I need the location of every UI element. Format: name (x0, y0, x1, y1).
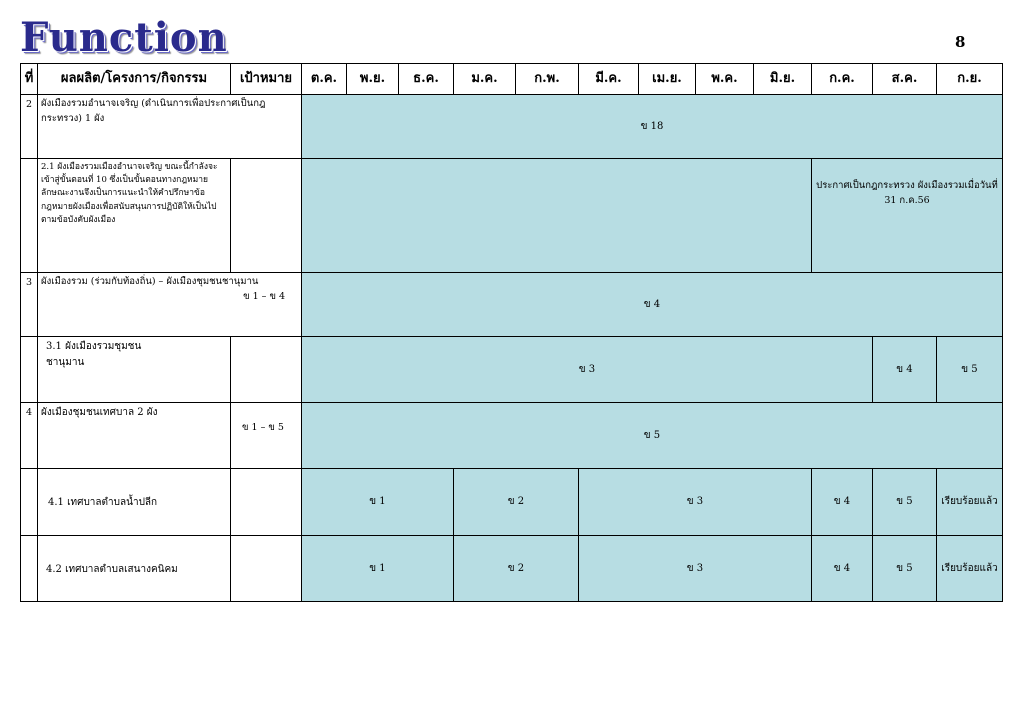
schedule-table (20, 63, 1003, 602)
col-month: ก.ค. (812, 64, 873, 95)
row-item: ผังเมืองรวม (ร่วมกับท้องถิ่น) – ผังเมืองชุมชนชานุมาน (41, 276, 259, 287)
schedule-bar: ข 4 (812, 469, 873, 536)
col-month: พ.ค. (696, 64, 754, 95)
schedule-bar: ข 4 (873, 337, 937, 403)
schedule-bar: ข 3 (579, 536, 812, 602)
row-number: 2 (21, 95, 38, 159)
col-month: ธ.ค. (399, 64, 454, 95)
table-row (21, 273, 1003, 337)
col-month: ม.ค. (454, 64, 516, 95)
schedule-bar: ข 5 (873, 469, 937, 536)
col-month: ก.พ. (516, 64, 579, 95)
col-month: มี.ค. (579, 64, 639, 95)
schedule-bar: ข 3 (579, 469, 812, 536)
row-item: 4.2 เทศบาลตำบลเสนางคนิคม (38, 536, 231, 602)
col-target: เป้าหมาย (231, 64, 302, 95)
schedule-bar: ข 2 (454, 536, 579, 602)
col-month: ก.ย. (937, 64, 1003, 95)
table-row (21, 159, 1003, 273)
col-month: ต.ค. (302, 64, 347, 95)
schedule-bar: ข 1 (302, 536, 454, 602)
table-row (21, 95, 1003, 159)
header-row (21, 64, 1003, 95)
row-item: ผังเมืองรวมอำนาจเจริญ (ดำเนินการเพื่อประกาศเป็นกฎกระทรวง) 1 ผัง (38, 95, 302, 159)
row-number: 3 (21, 273, 38, 337)
row-target: ข 1 – ข 5 (231, 403, 302, 469)
row-item: 3.1 ผังเมืองรวมชุมชนชานุมาน (38, 337, 231, 403)
page-title: Function (20, 14, 228, 61)
schedule-bar: ข 18 (302, 95, 1003, 159)
status-done: เรียบร้อยแล้ว (937, 536, 1003, 602)
schedule-bar: ข 4 (812, 536, 873, 602)
schedule-bar: ข 5 (302, 403, 1003, 469)
page-number: 8 (955, 33, 966, 51)
table-row (21, 337, 1003, 403)
col-no: ที่ (21, 64, 38, 95)
schedule-bar: ข 1 (302, 469, 454, 536)
col-month: พ.ย. (347, 64, 399, 95)
row-number: 4 (21, 403, 38, 469)
status-done: เรียบร้อยแล้ว (937, 469, 1003, 536)
col-month: มิ.ย. (754, 64, 812, 95)
row-item: 4.1 เทศบาลตำบลน้ำปลีก (38, 469, 231, 536)
schedule-bar (302, 159, 812, 273)
col-month: ส.ค. (873, 64, 937, 95)
schedule-note: ประกาศเป็นกฎกระทรวง ผังเมืองรวมเมื่อวันที่ 31 ก.ค.56 (812, 159, 1003, 273)
schedule-bar: ข 5 (937, 337, 1003, 403)
row-item: 2.1 ผังเมืองรวมเมืองอำนาจเจริญ ขณะนี้กำลังจะเข้าสู่ขั้นตอนที่ 10 ซึ่งเป็นขั้นตอนทางกฎหมาย ลักษณะงานจึงเป็นการแนะนำให้คำปรึกษาข้อกฎหมายผังเมืองเพื่อสนับสนุนการปฏิบัติให้เป็นไปตามข้อบังคับผังเมือง (38, 159, 231, 273)
schedule-bar: ข 2 (454, 469, 579, 536)
row-item: ผังเมืองชุมชนเทศบาล 2 ผัง (38, 403, 231, 469)
schedule-bar: ข 4 (302, 273, 1003, 337)
col-month: เม.ย. (639, 64, 696, 95)
schedule-bar: ข 5 (873, 536, 937, 602)
row-target: ข 1 – ข 4 (243, 290, 285, 302)
table-row (21, 403, 1003, 469)
col-item: ผลผลิต/โครงการ/กิจกรรม (38, 64, 231, 95)
table-row (21, 536, 1003, 602)
table-row (21, 469, 1003, 536)
schedule-bar: ข 3 (302, 337, 873, 403)
